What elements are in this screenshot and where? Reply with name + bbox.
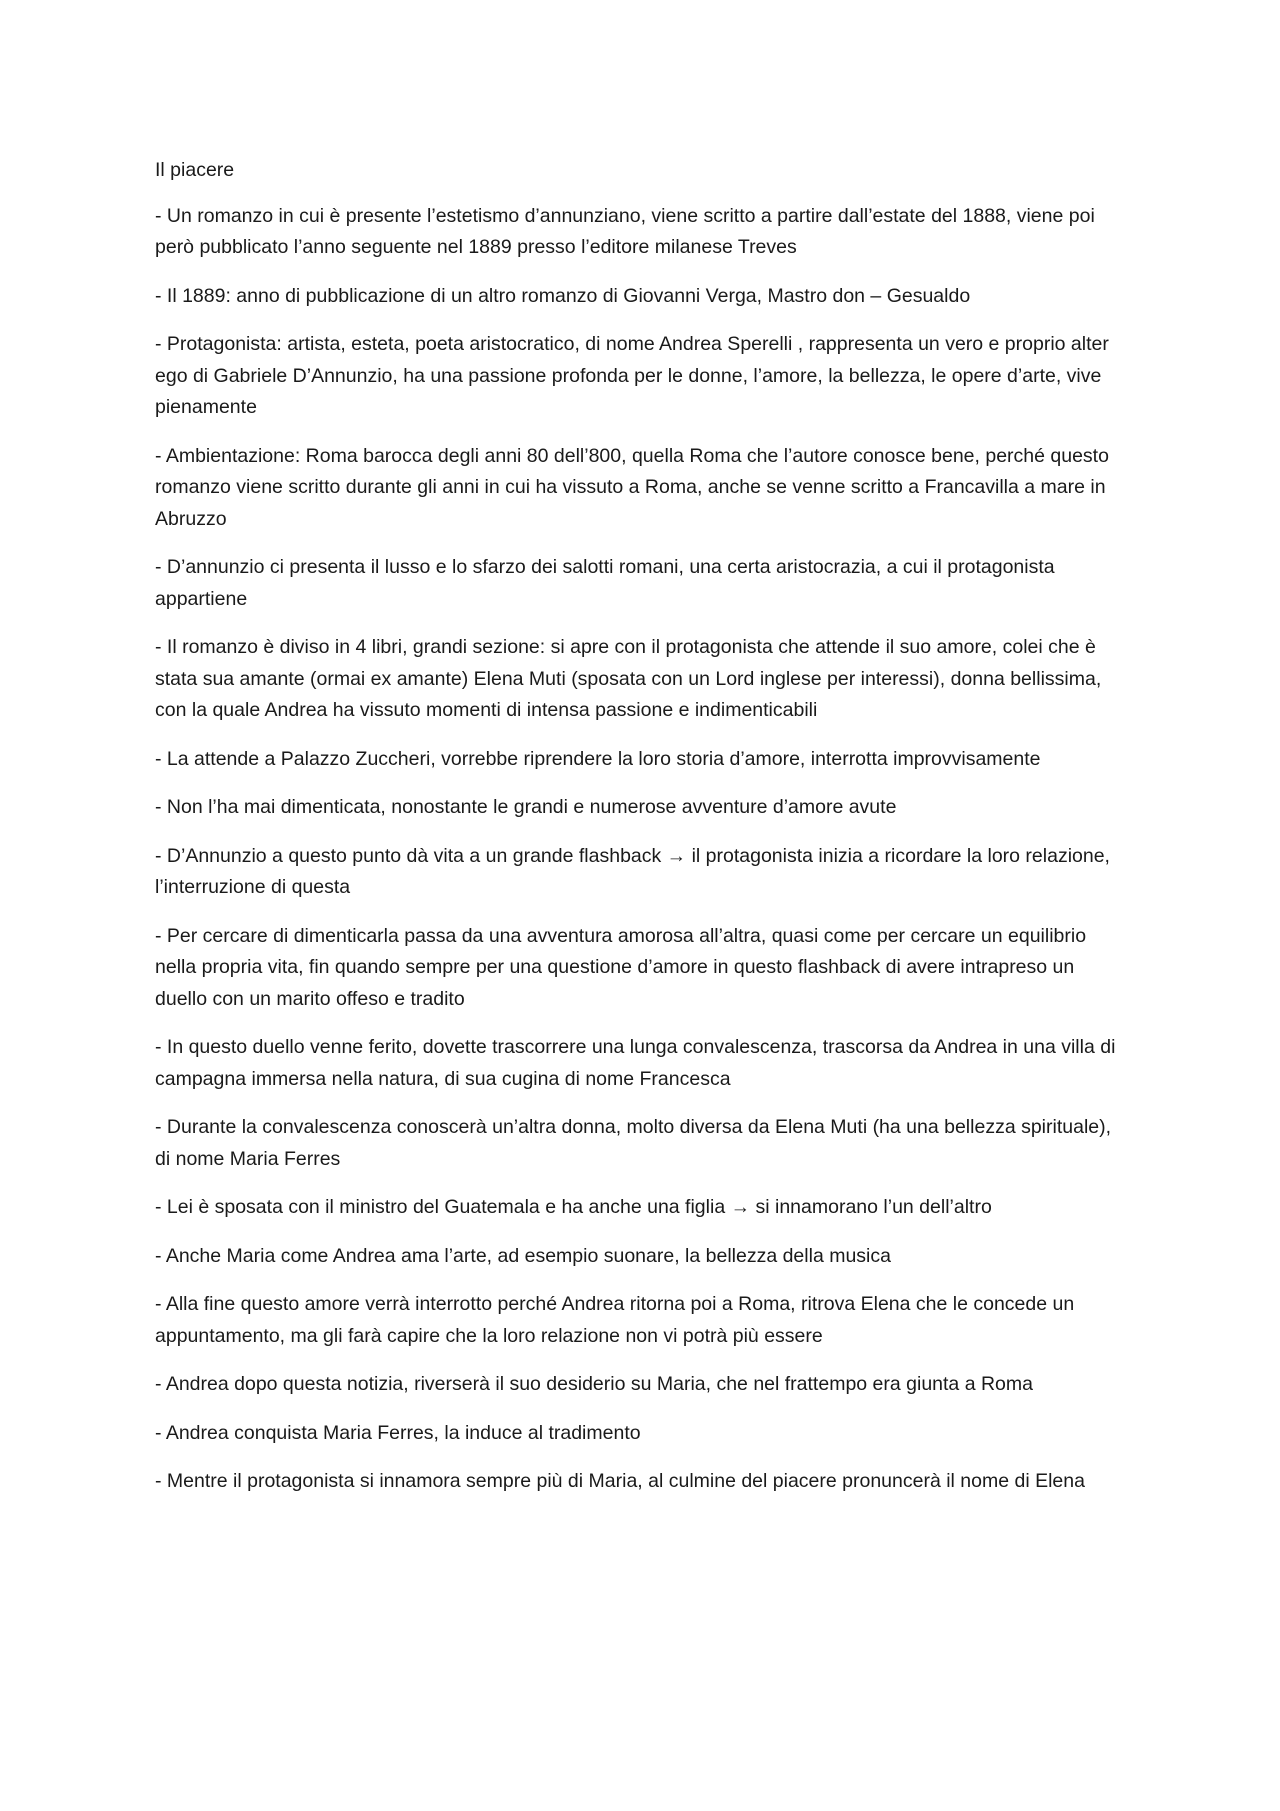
paragraph-12: - Durante la convalescenza conoscerà un’altra donna, molto diversa da Elena Muti (ha una bellezza spirituale), di nome Maria Ferres — [155, 1116, 1112, 1170]
paragraph-5: - D’annunzio ci presenta il lusso e lo sfarzo dei salotti romani, una certa aristocrazia, a cui il protagonista appartiene — [155, 556, 1055, 610]
paragraph-18: - Mentre il protagonista si innamora sempre più di Maria, al culmine del piacere pronuncerà il nome di Elena — [155, 1470, 1085, 1492]
paragraph-11: - In questo duello venne ferito, dovette trascorrere una lunga convalescenza, trascorsa da Andrea in una villa di campagna immersa nella natura, di sua cugina di nome Francesca — [155, 1036, 1116, 1090]
paragraph-9: - D’Annunzio a questo punto dà vita a un grande flashback → il protagonista inizia a ricordare la loro relazione, l’interruzione di questa — [155, 844, 1110, 898]
paragraph-7: - La attende a Palazzo Zuccheri, vorrebbe riprendere la loro storia d’amore, interrotta improvvisamente — [155, 747, 1041, 770]
paragraph-14: - Anche Maria come Andrea ama l’arte, ad esempio suonare, la bellezza della musica — [155, 1244, 891, 1267]
paragraph-16: - Andrea dopo questa notizia, riverserà il suo desiderio su Maria, che nel frattempo era giunta a Roma — [155, 1373, 1033, 1395]
paragraph-15: - Alla fine questo amore verrà interrotto perché Andrea ritorna poi a Roma, ritrova Elena che le concede un appuntamento, ma gli farà capire che la loro relazione non vi potrà più essere — [155, 1293, 1075, 1347]
paragraph-1: - Un romanzo in cui è presente l’estetismo d’annunziano, viene scritto a partire dall’estate del 1888, viene poi però pubblicato l’anno seguente nel 1889 presso l’editore milanese Treves — [155, 204, 1095, 258]
paragraph-4: - Ambientazione: Roma barocca degli anni 80 dell’800, quella Roma che l’autore conosce bene, perché questo romanzo viene scritto durante gli anni in cui ha vissuto a Roma, anche se venne scritto a Francavilla a mare in Abruzzo — [155, 444, 1109, 530]
paragraph-3: - Protagonista: artista, esteta, poeta aristocratico, di nome Andrea Sperelli , rappresenta un vero e proprio alter ego di Gabriele D’Annunzio, ha una passione profonda per le donne, l’amore, la bellezza, le opere d’arte, vive pienamente — [155, 333, 1109, 418]
paragraph-13: - Lei è sposata con il ministro del Guatemala e ha anche una figlia → si innamorano l’un dell’altro — [155, 1196, 992, 1218]
paragraph-10: - Per cercare di dimenticarla passa da una avventura amorosa all’altra, quasi come per cercare un equilibrio nella propria vita, fin quando sempre per una questione d’amore in questo flashback di avere intrapreso un duello con un marito offeso e tradito — [155, 924, 1087, 1010]
paragraph-2: - Il 1889: anno di pubblicazione di un altro romanzo di Giovanni Verga, Mastro don – Gesualdo — [155, 284, 971, 307]
document-title: Il piacere — [155, 159, 235, 181]
paragraph-6: - Il romanzo è diviso in 4 libri, grandi sezione: si apre con il protagonista che attende il suo amore, colei che è stata sua amante (ormai ex amante) Elena Muti (sposata con un Lord inglese per interessi), donna bellissima, con la quale Andrea ha vissuto momenti di intensa passione e indimenticabili — [155, 636, 1102, 721]
paragraph-17: - Andrea conquista Maria Ferres, la induce al tradimento — [155, 1421, 641, 1444]
paragraph-8: - Non l’ha mai dimenticata, nonostante le grandi e numerose avventure d’amore avute — [155, 796, 897, 818]
